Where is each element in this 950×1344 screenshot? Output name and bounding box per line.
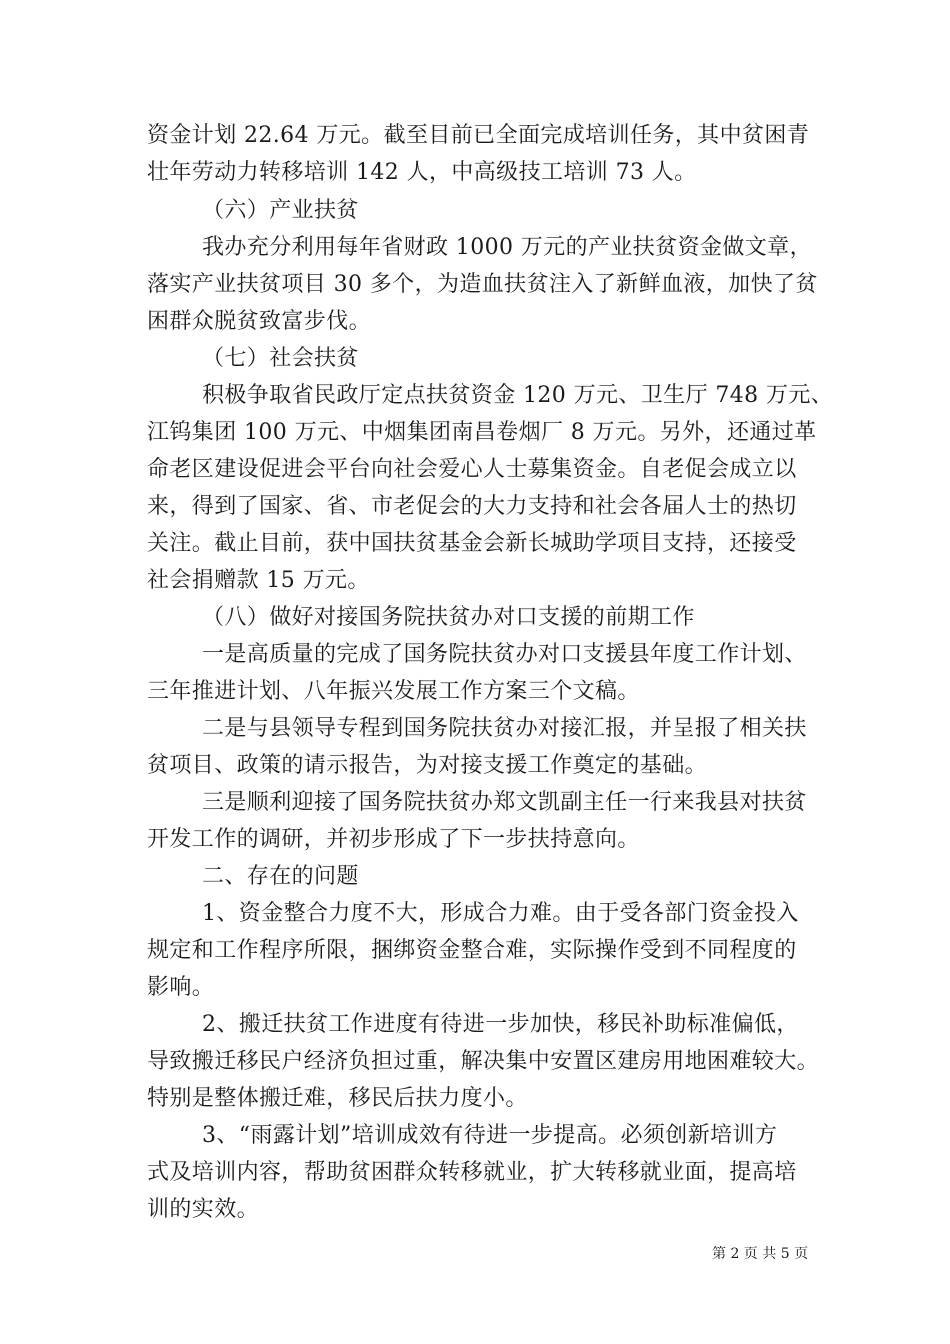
text-line: 一是高质量的完成了国务院扶贫办对口支援县年度工作计划、	[202, 642, 807, 667]
text-line: 社会捐赠款 15 万元。	[147, 568, 370, 593]
text-line: 二是与县领导专程到国务院扶贫办对接汇报，并呈报了相关扶	[202, 716, 807, 741]
text-line: 开发工作的调研，并初步形成了下一步扶持意向。	[147, 827, 640, 852]
page-number-footer: 第 2 页 共 5 页	[712, 1246, 809, 1262]
text-line: 三是顺利迎接了国务院扶贫办郑文凯副主任一行来我县对扶贫	[202, 790, 807, 815]
text-line: 江钨集团 100 万元、中烟集团南昌卷烟厂 8 万元。另外，还通过革	[147, 420, 817, 445]
text-line: 规定和工作程序所限，捆绑资金整合难，实际操作受到不同程度的	[147, 938, 797, 963]
text-line: 3、“雨露计划”培训成效有待进一步提高。必须创新培训方	[202, 1123, 778, 1148]
section-heading: （七）社会扶贫	[202, 346, 359, 371]
section-heading: （八）做好对接国务院扶贫办对口支援的前期工作	[202, 605, 695, 630]
text-line: 我办充分利用每年省财政 1000 万元的产业扶贫资金做文章，	[202, 235, 812, 260]
text-line: 积极争取省民政厅定点扶贫资金 120 万元、卫生厅 748 万元、	[202, 383, 834, 408]
text-line: 来，得到了国家、省、市老促会的大力支持和社会各届人士的热切	[147, 494, 797, 519]
text-line: 特别是整体搬迁难，移民后扶力度小。	[147, 1086, 528, 1111]
text-line: 导致搬迁移民户经济负担过重，解决集中安置区建房用地困难较大。	[147, 1049, 820, 1074]
text-line: 影响。	[147, 975, 215, 1000]
text-line: 困群众脱贫致富步伐。	[147, 309, 372, 334]
text-line: 三年推进计划、八年振兴发展工作方案三个文稿。	[147, 679, 640, 704]
text-line: 贫项目、政策的请示报告，为对接支援工作奠定的基础。	[147, 753, 708, 778]
text-line: 2、搬迁扶贫工作进度有待进一步加快，移民补助标准偏低，	[202, 1012, 799, 1037]
section-heading: 二、存在的问题	[202, 864, 359, 889]
section-heading: （六）产业扶贫	[202, 198, 359, 223]
text-line: 式及培训内容，帮助贫困群众转移就业，扩大转移就业面，提高培	[147, 1160, 797, 1185]
text-line: 资金计划 22.64 万元。截至目前已全面完成培训任务，其中贫困青	[147, 123, 810, 148]
text-line: 落实产业扶贫项目 30 多个，为造血扶贫注入了新鲜血液，加快了贫	[147, 272, 818, 297]
text-line: 壮年劳动力转移培训 142 人，中高级技工培训 73 人。	[147, 160, 697, 185]
text-line: 关注。截止目前，获中国扶贫基金会新长城助学项目支持，还接受	[147, 531, 797, 556]
text-line: 训的实效。	[147, 1197, 260, 1222]
text-line: 命老区建设促进会平台向社会爱心人士募集资金。自老促会成立以	[147, 457, 797, 482]
text-line: 1、资金整合力度不大，形成合力难。由于受各部门资金投入	[202, 901, 799, 926]
